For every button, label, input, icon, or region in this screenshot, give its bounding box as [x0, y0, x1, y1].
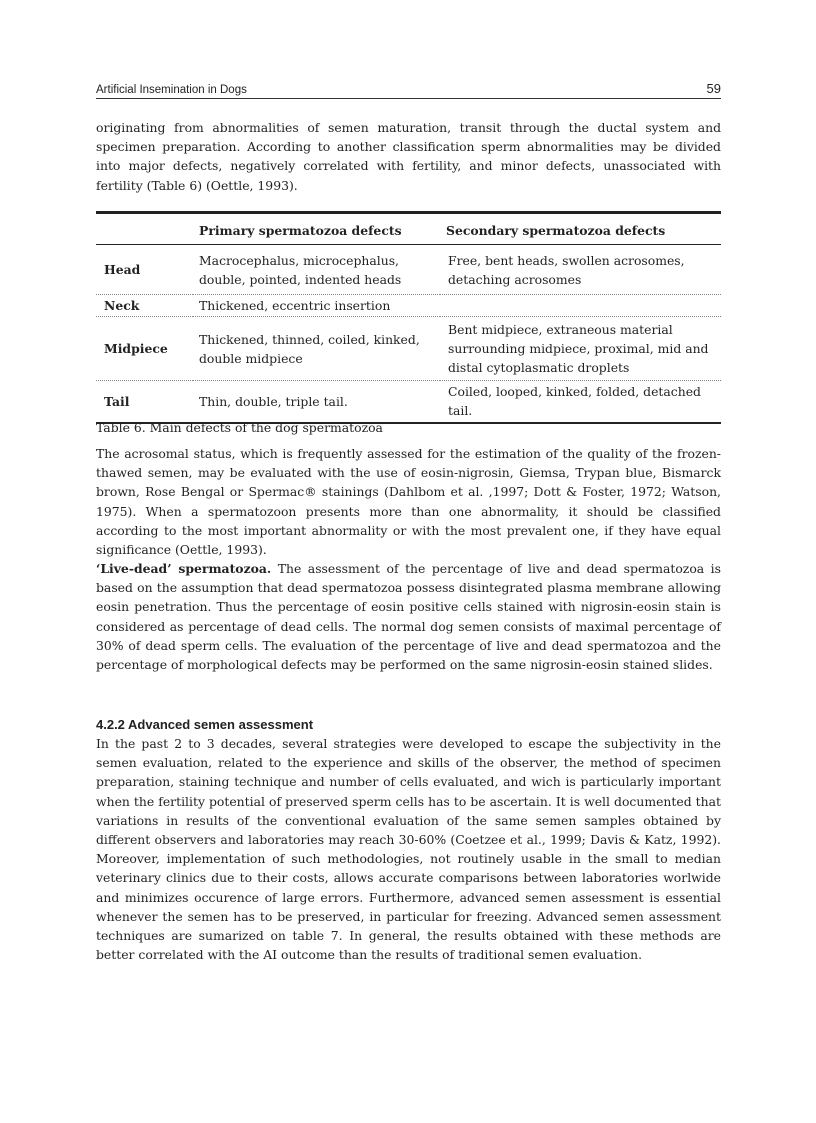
primary-cell: Thickened, eccentric insertion — [199, 298, 391, 313]
primary-cell: Thin, double, triple tail. — [199, 393, 348, 409]
intro-paragraph: originating from abnormalities of semen maturation, transit through the ductal system and specimen preparation. According to another classification sperm abnormalities may be divided into major defects, negatively correlated with fertility, and minor defects, unassociated with fertility (Table 6) (Oettle, 1993). — [96, 120, 721, 193]
table-row — [96, 295, 721, 317]
table-header-row — [96, 213, 721, 245]
primary-cell: Thickened, thinned, coiled, kinked, double midpiece — [199, 331, 420, 366]
secondary-cell: Coiled, looped, kinked, folded, detached tail. — [448, 384, 701, 419]
table-header-empty — [96, 213, 193, 245]
table-row — [96, 245, 721, 295]
row-label: Midpiece — [104, 341, 168, 356]
table-header-secondary: Secondary spermatozoa defects — [446, 222, 666, 238]
secondary-cell: Bent midpiece, extraneous material surrounding midpiece, proximal, mid and distal cytoplasmatic droplets — [448, 322, 709, 375]
table-row — [96, 381, 721, 423]
defects-table — [96, 211, 721, 424]
page-number: 59 — [706, 81, 721, 96]
acrosomal-paragraph: The acrosomal status, which is frequently assessed for the estimation of the quality of the frozen-thawed semen, may be evaluated with the use of eosin-nigrosin, Giemsa, Trypan blue, Bismarck brown, Rose Bengal or Spermac® stainings (Dahlbom et al. ,1997; Dott & Foster, 1972; Watson, 1975). When a spermatozoon presents more than one abnormality, it should be classified according to the most important abnormality or with the most prevalent one, if they have equal significance (Oettle, 1993). — [96, 446, 721, 558]
row-label: Head — [104, 262, 141, 277]
table-caption: Table 6. Main defects of the dog spermatozoa — [96, 420, 383, 435]
running-header — [96, 80, 721, 99]
running-title: Artificial Insemination in Dogs — [96, 84, 247, 96]
table-row — [96, 317, 721, 381]
live-dead-paragraph — [96, 559, 721, 674]
row-label: Neck — [104, 298, 140, 313]
live-dead-label: ‘Live-dead’ spermatozoa. — [96, 561, 272, 576]
section-heading: 4.2.2 Advanced semen assessment — [96, 717, 314, 732]
primary-cell: Macrocephalus, microcephalus, double, pointed, indented heads — [199, 252, 402, 287]
advanced-paragraph: In the past 2 to 3 decades, several strategies were developed to escape the subjectivity in the semen evaluation, related to the experience and skills of the observer, the method of specimen preparation, staining technique and number of cells evaluated, and wich is particularly important when the fertility potential of preserved sperm cells has to be ascertain. It is well documented that variations in results of the conventional evaluation of the same semen samples obtained by different observers and laboratories may reach 30-60% (Coetzee et al., 1999; Davis & Katz, 1992). Moreover, implementation of such methodologies, not routinely usable in the small to median veterinary clinics due to their costs, allows accurate comparisons between laboratories worlwide and minimizes occurence of large errors. Furthermore, advanced semen assessment is essential whenever the semen has to be preserved, in particular for freezing. Advanced semen assessment techniques are sumarized on table 7. In general, the results obtained with these methods are better correlated with the AI outcome than the results of traditional semen evaluation. — [96, 736, 721, 963]
secondary-cell — [440, 295, 721, 317]
row-label: Tail — [104, 393, 130, 409]
secondary-cell: Free, bent heads, swollen acrosomes, detaching acrosomes — [448, 252, 685, 287]
table-header-primary: Primary spermatozoa defects — [199, 222, 402, 238]
live-dead-text: The assessment of the percentage of live and dead spermatozoa is based on the assumption that dead spermatozoa possess disintegrated plasma membrane allowing eosin penetration. Thus the percentage of eosin positive cells stained with nigrosin-eosin stain is considered as percentage of dead cells. The normal dog semen consists of maximal percentage of 30% of dead sperm cells. The evaluation of the percentage of live and dead spermatozoa and the percentage of morphological defects may be performed on the same nigrosin-eosin stained slides. — [96, 561, 721, 673]
